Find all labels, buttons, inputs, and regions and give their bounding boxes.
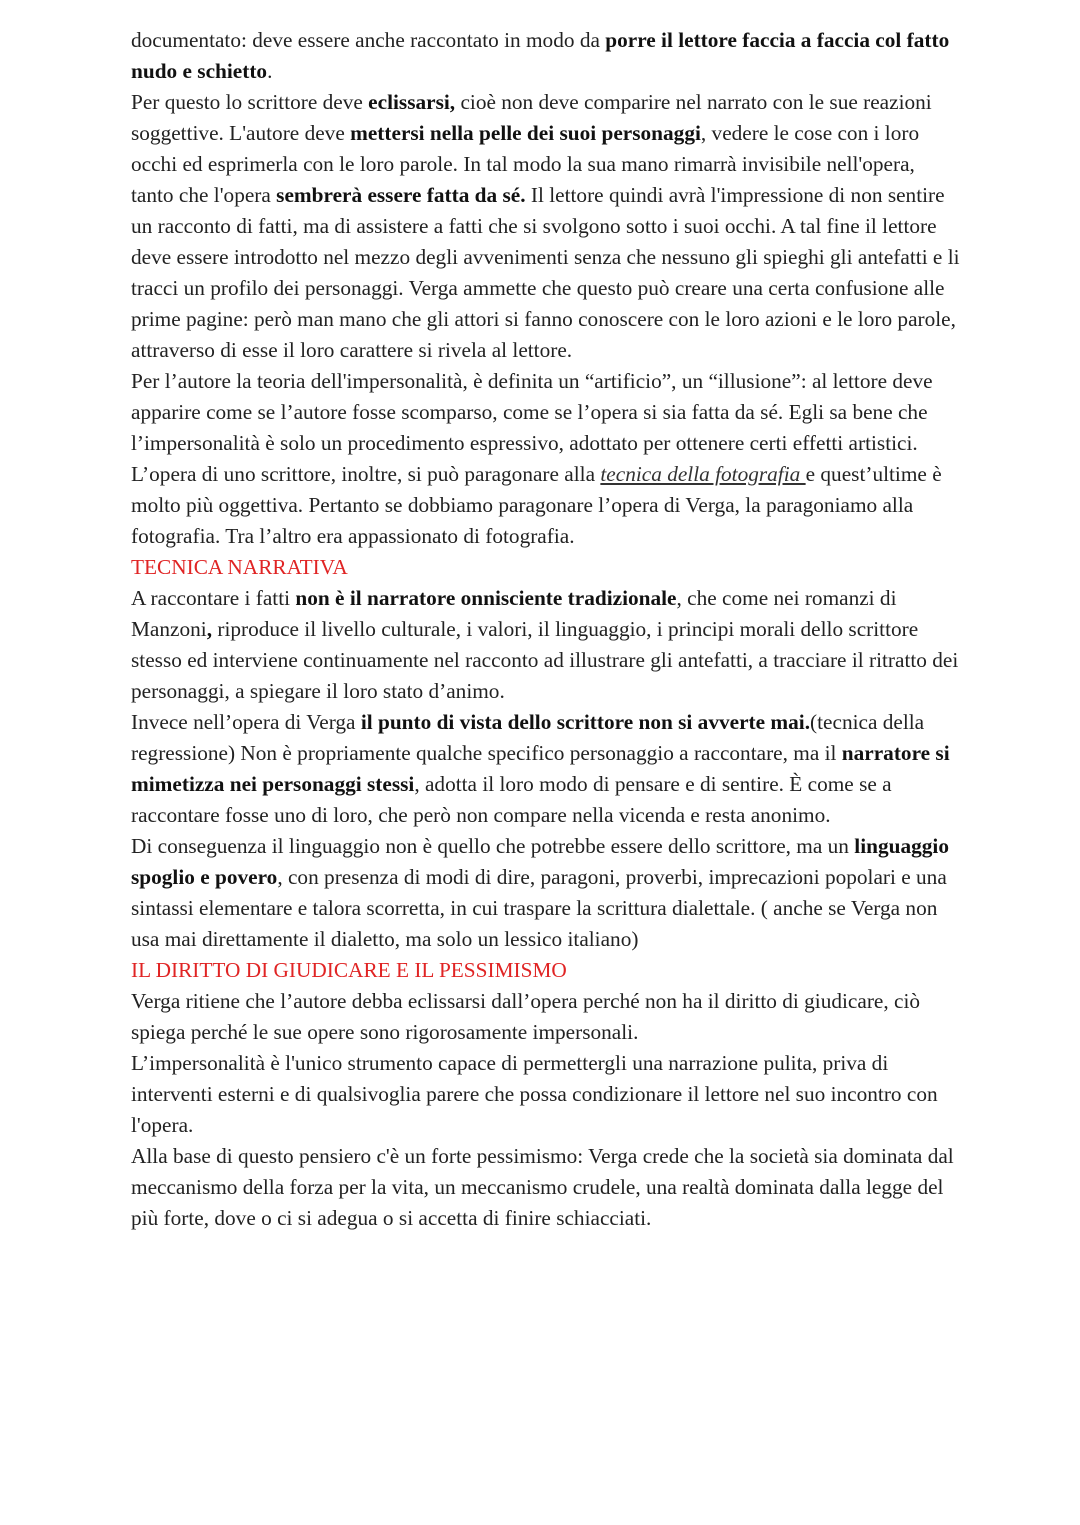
paragraph-giudicare: Verga ritiene che l’autore debba eclissarsi dall’opera perché non ha il diritto di giudicare, ciò spiega perché le sue opere sono rigorosamente impersonali. <box>131 989 921 1044</box>
bold-phrase: porre il lettore faccia a faccia col fatto nudo e schietto <box>131 28 950 83</box>
paragraph-punto-di-vista: Invece nell’opera di Verga il punto di vista dello scrittore non si avverte mai.(tecnica della regressione) Non è propriamente qualche specifico personaggio a raccontare, ma il narratore si mimetizza nei personaggi stessi, adotta il loro modo di pensare e di sentire. È come se a raccontare fosse uno di loro, che però non compare nella vicenda e resta anonimo. <box>131 710 950 827</box>
paragraph-intro: documentato: deve essere anche raccontato in modo da porre il lettore faccia a faccia col fatto nudo e schietto. <box>131 28 950 83</box>
section-heading-tecnica-narrativa: TECNICA NARRATIVA <box>131 555 348 579</box>
paragraph-eclissarsi: Per questo lo scrittore deve eclissarsi, cioè non deve comparire nel narrato con le sue reazioni soggettive. L'autore deve mettersi nella pelle dei suoi personaggi, vedere le cose con i loro occhi ed esprimerla con le loro parole. In tal modo la sua mano rimarrà invisibile nell'opera, tanto che l'opera sembrerà essere fatta da sé. Il lettore quindi avrà l'impressione di non sentire un racconto di fatti, ma di assistere a fatti che si svolgono sotto i suoi occhi. A tal fine il lettore deve essere introdotto nel mezzo degli avvenimenti senza che nessuno gli spieghi gli antefatti e li tracci un profilo dei personaggi. Verga ammette che questo può creare una certa confusione alle prime pagine: però man mano che gli attori si fanno conoscere con le loro azioni e le loro parole, attraverso di esse il loro carattere si rivela al lettore. <box>131 90 960 362</box>
document-page <box>131 25 961 1234</box>
fotografia-link[interactable]: tecnica della fotografia <box>600 462 806 486</box>
bold-phrase: linguaggio spoglio e povero <box>131 834 949 889</box>
bold-phrase: narratore si mimetizza nei personaggi stessi <box>131 741 950 796</box>
bold-phrase: il punto di vista dello scrittore non si avverte mai. <box>360 710 811 734</box>
paragraph-strumento: L’impersonalità è l'unico strumento capace di permettergli una narrazione pulita, priva di interventi esterni e di qualsivoglia parere che possa condizionare il lettore nel suo incontro con l'opera. <box>131 1051 938 1137</box>
paragraph-pessimismo: Alla base di questo pensiero c'è un forte pessimismo: Verga crede che la società sia dominata dal meccanismo della forza per la vita, un meccanismo crudele, una realtà dominata dalla legge del più forte, dove o ci si adegua o si accetta di finire schiacciati. <box>131 1144 954 1230</box>
bold-phrase: sembrerà essere fatta da sé. <box>276 183 526 207</box>
paragraph-impersonalita: Per l’autore la teoria dell'impersonalità, è definita un “artificio”, un “illusione”: al lettore deve apparire come se l’autore fosse scomparso, come se l’opera si sia fatta da sé. Egli sa bene che l’impersonalità è solo un procedimento espressivo, adottato per ottenere certi effetti artistici. <box>131 369 933 455</box>
bold-phrase: non è il narratore onnisciente tradizionale <box>295 586 677 610</box>
section-heading-diritto-di-giudicare: IL DIRITTO DI GIUDICARE E IL PESSIMISMO <box>131 958 567 982</box>
bold-phrase: mettersi nella pelle dei suoi personaggi <box>350 121 701 145</box>
paragraph-linguaggio: Di conseguenza il linguaggio non è quello che potrebbe essere dello scrittore, ma un linguaggio spoglio e povero, con presenza di modi di dire, paragoni, proverbi, imprecazioni popolari e una sintassi elementare e talora scorretta, in cui traspare la scrittura dialettale. ( anche se Verga non usa mai direttamente il dialetto, ma solo un lessico italiano) <box>131 834 949 951</box>
bold-phrase: eclissarsi, <box>368 90 456 114</box>
paragraph-fotografia: L’opera di uno scrittore, inoltre, si può paragonare alla tecnica della fotografia e quest’ultime è molto più oggettiva. Pertanto se dobbiamo paragonare l’opera di Verga, la paragoniamo alla fotografia. Tra l’altro era appassionato di fotografia. <box>131 462 942 548</box>
paragraph-narratore: A raccontare i fatti non è il narratore onnisciente tradizionale, che come nei romanzi di Manzoni, riproduce il livello culturale, i valori, il linguaggio, i principi morali dello scrittore stesso ed interviene continuamente nel racconto ad illustrare gli antefatti, a tracciare il ritratto dei personaggi, a spiegare il loro stato d’animo. <box>131 586 959 703</box>
